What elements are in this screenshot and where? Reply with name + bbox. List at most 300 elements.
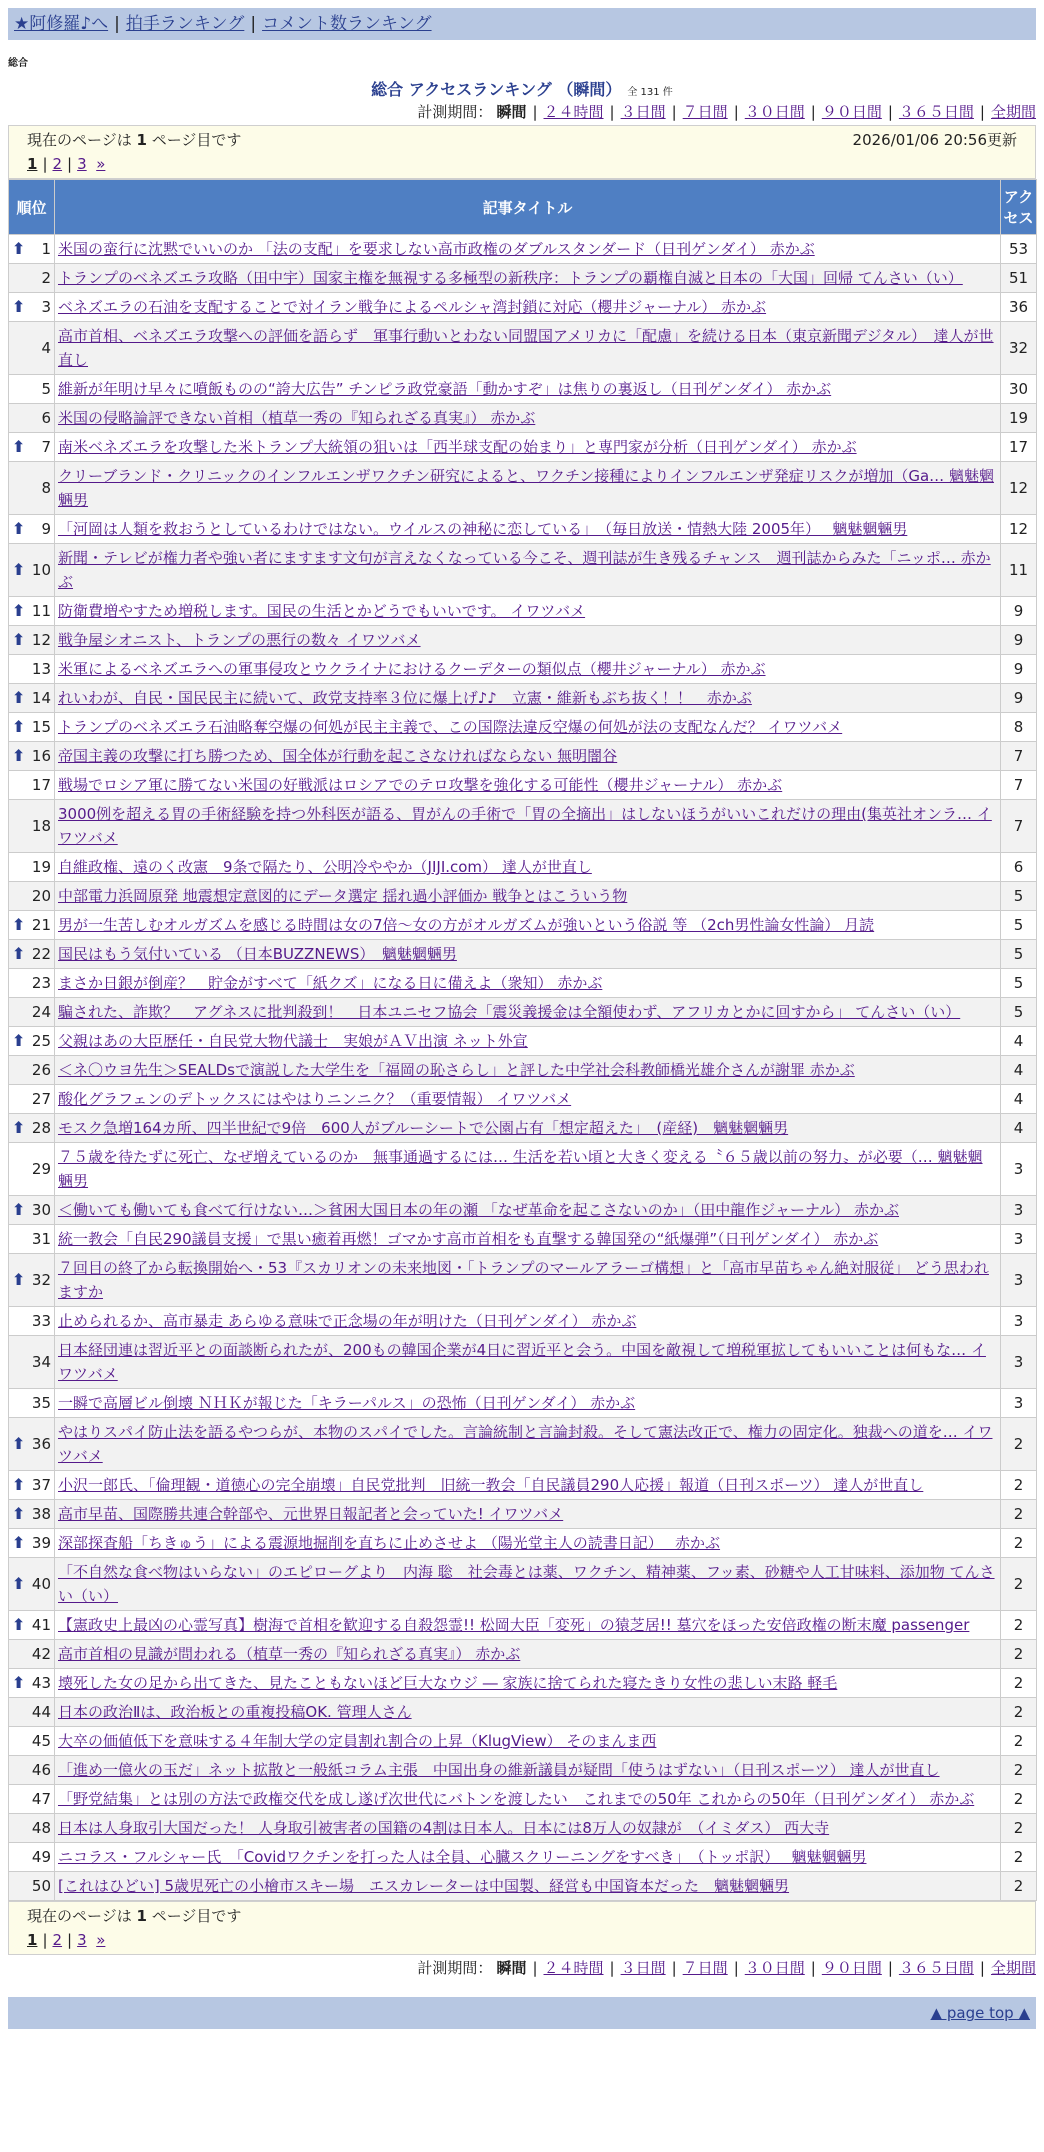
next-page-link[interactable]: » xyxy=(96,155,106,173)
title-cell xyxy=(55,1114,1001,1143)
article-link[interactable]: ニコラス・フルシャー氏 「Covidワクチンを打った人は全員、心臓スクリーニングをすべき」 （トッポ訳） 魑魅魍魎男 xyxy=(58,1848,867,1866)
title-cell xyxy=(55,1640,1001,1669)
rank-number: 39 xyxy=(31,1534,51,1552)
article-link[interactable]: 戦場でロシア軍に勝てない米国の好戦派はロシアでのテロ攻撃を強化する可能性（櫻井ジャーナル） 赤かぶ xyxy=(58,776,783,794)
table-row xyxy=(9,684,1037,713)
period-link[interactable]: ９０日間 xyxy=(821,1959,882,1977)
title-cell xyxy=(55,375,1001,404)
access-count: 3 xyxy=(1001,1196,1037,1225)
access-count: 11 xyxy=(1001,544,1037,597)
article-link[interactable]: 壊死した女の足から出てきた、見たこともないほど巨大なウジ ― 家族に捨てられた寝たきり女性の悲しい末路 軽毛 xyxy=(58,1674,838,1692)
article-link[interactable]: 男が一生苦しむオルガズムを感じる時間は女の7倍～女の方がオルガズムが強いという俗説 等 （2ch男性論女性論） 月読 xyxy=(58,916,875,934)
rank-number: 32 xyxy=(31,1271,51,1289)
period-separator: | xyxy=(887,1959,893,1977)
pager-separator: | xyxy=(67,1931,73,1949)
period-separator: | xyxy=(979,1959,985,1977)
article-link[interactable]: 自維政権、遠のく改憲 9条で隔たり、公明冷ややか（JIJI.com） 達人が世直し xyxy=(58,858,592,876)
rank-up-arrow-icon: ⬆ xyxy=(12,519,26,538)
rank-cell xyxy=(9,684,55,713)
rank-cell xyxy=(9,1529,55,1558)
period-separator: | xyxy=(609,103,615,121)
period-separator: | xyxy=(979,103,985,121)
article-link[interactable]: 維新が年明け早々に噴飯ものの“誇大広告” チンピラ政党豪語「動かすぞ」は焦りの裏返し（日刊ゲンダイ） 赤かぶ xyxy=(58,380,832,398)
rank-number: 7 xyxy=(41,438,51,456)
period-label: 計測期間： xyxy=(417,103,493,121)
table-row xyxy=(9,1114,1037,1143)
article-link[interactable]: 米国の侵略論評できない首相（植草一秀の『知られざる真実』） 赤かぶ xyxy=(58,409,536,427)
table-row xyxy=(9,771,1037,800)
rank-number: 4 xyxy=(41,339,51,357)
rank-cell xyxy=(9,1785,55,1814)
page-link-current[interactable]: 1 xyxy=(27,155,38,173)
next-page-link[interactable]: » xyxy=(96,1931,106,1949)
title-cell xyxy=(55,1843,1001,1872)
period-link[interactable]: ３日間 xyxy=(620,103,666,121)
rank-up-arrow-icon: ⬆ xyxy=(12,1200,26,1219)
page-link-current[interactable]: 1 xyxy=(27,1931,38,1949)
period-separator: | xyxy=(532,1959,538,1977)
rank-cell xyxy=(9,1254,55,1307)
title-cell xyxy=(55,626,1001,655)
rank-number: 44 xyxy=(31,1703,51,1721)
article-link[interactable]: 大卒の価値低下を意味する４年制大学の定員割れ割合の上昇（KlugView） そのまんま西 xyxy=(58,1732,657,1750)
access-count: 9 xyxy=(1001,655,1037,684)
title-cell xyxy=(55,1529,1001,1558)
article-link[interactable]: 3000例を超える胃の手術経験を持つ外科医が語る、胃がんの手術で「胃の全摘出」はしないほうがいいこれだけの理由(集英社オンラ… イワツバメ xyxy=(58,805,992,847)
access-count: 3 xyxy=(1001,1336,1037,1389)
ranking-table-body xyxy=(9,235,1037,1901)
rank-number: 21 xyxy=(31,916,51,934)
title-cell xyxy=(55,911,1001,940)
rank-number: 48 xyxy=(31,1819,51,1837)
rank-number: 23 xyxy=(31,974,51,992)
access-count: 5 xyxy=(1001,940,1037,969)
rank-up-arrow-icon: ⬆ xyxy=(12,1270,26,1289)
rank-cell xyxy=(9,1872,55,1901)
article-link[interactable]: 米軍によるベネズエラへの軍事侵攻とウクライナにおけるクーデターの類似点（櫻井ジャーナル） 赤かぶ xyxy=(58,660,766,678)
rank-number: 28 xyxy=(31,1119,51,1137)
rank-cell xyxy=(9,544,55,597)
rank-number: 16 xyxy=(31,747,51,765)
pager-top xyxy=(8,125,1036,179)
access-count: 4 xyxy=(1001,1056,1037,1085)
rank-number: 34 xyxy=(31,1353,51,1371)
title-cell xyxy=(55,853,1001,882)
rank-cell xyxy=(9,940,55,969)
table-row xyxy=(9,1143,1037,1196)
article-link[interactable]: 日本経団連は習近平との面談断られたが、200もの韓国企業が4日に習近平と会う。中国を敵視して増税軍拡してもいいことは何もな… イワツバメ xyxy=(58,1341,986,1383)
rank-number: 5 xyxy=(41,380,51,398)
rank-up-arrow-icon: ⬆ xyxy=(12,1504,26,1523)
article-link[interactable]: ＜ネ〇ウヨ先生＞SEALDsで演説した大学生を「福岡の恥さらし」と評した中学社会科教師橋光雄介さんが謝罪 赤かぶ xyxy=(58,1061,855,1079)
table-row xyxy=(9,940,1037,969)
article-link[interactable]: 深部探査船「ちきゅう」による震源地掘削を直ちに止めさせよ （陽光堂主人の読書日記） 赤かぶ xyxy=(58,1534,721,1552)
article-link[interactable]: トランプのベネズエラ石油略奪空爆の何処が民主主義で、この国際法違反空爆の何処が法の支配なんだ？ イワツバメ xyxy=(58,718,843,736)
comment-ranking-link[interactable]: コメント数ランキング xyxy=(262,14,432,34)
rank-number: 12 xyxy=(31,631,51,649)
rank-up-arrow-icon: ⬆ xyxy=(12,746,26,765)
table-row xyxy=(9,911,1037,940)
article-link[interactable]: トランプのベネズエラ攻略（田中宇）国家主権を無視する多極型の新秩序：トランプの覇権自滅と日本の「大国」回帰 てんさい（い） xyxy=(58,269,963,287)
access-count: 2 xyxy=(1001,1471,1037,1500)
article-link[interactable]: 南米ベネズエラを攻撃した米トランプ大統領の狙いは「西半球支配の始まり」と専門家が分析（日刊ゲンダイ） 赤かぶ xyxy=(58,438,857,456)
ranking-heading xyxy=(8,77,1036,99)
article-link[interactable]: 防衛費増やすため増税します。国民の生活とかどうでもいいです。 イワツバメ xyxy=(58,602,586,620)
period-link[interactable]: ７日間 xyxy=(682,103,728,121)
page-top-link[interactable]: ▲ page top ▲ xyxy=(930,2004,1030,2022)
rank-cell xyxy=(9,882,55,911)
rank-number: 42 xyxy=(31,1645,51,1663)
period-link[interactable]: ３６５日間 xyxy=(898,103,974,121)
period-label: 計測期間： xyxy=(417,1959,493,1977)
period-selector-top xyxy=(8,99,1036,125)
rank-cell xyxy=(9,322,55,375)
table-row xyxy=(9,1500,1037,1529)
title-cell xyxy=(55,1085,1001,1114)
table-row xyxy=(9,322,1037,375)
access-count: 32 xyxy=(1001,322,1037,375)
period-link[interactable]: ３０日間 xyxy=(744,1959,805,1977)
pager-links xyxy=(27,152,1017,176)
period-current: 瞬間 xyxy=(496,103,527,121)
title-cell xyxy=(55,544,1001,597)
title-cell xyxy=(55,264,1001,293)
table-row xyxy=(9,1529,1037,1558)
nav-separator: | xyxy=(114,14,120,34)
article-link[interactable]: 日本の政治Ⅱは、政治板との重複投稿OK. 管理人さん xyxy=(58,1703,412,1721)
article-link[interactable]: クリーブランド・クリニックのインフルエンザワクチン研究によると、ワクチン接種によりインフルエンザ発症リスクが増加（Ga… 魑魅魍魎男 xyxy=(58,467,994,509)
access-count: 2 xyxy=(1001,1418,1037,1471)
access-count: 2 xyxy=(1001,1814,1037,1843)
rank-cell xyxy=(9,713,55,742)
table-row xyxy=(9,597,1037,626)
article-link[interactable]: 騙された、詐欺？ アグネスに批判殺到！ 日本ユニセフ協会「震災義援金は全額使わず、アフリカとかに回すから」 てんさい（い） xyxy=(58,1003,961,1021)
access-count: 3 xyxy=(1001,1307,1037,1336)
clap-ranking-link[interactable]: 拍手ランキング xyxy=(125,14,245,34)
access-count: 2 xyxy=(1001,1843,1037,1872)
rank-number: 30 xyxy=(31,1201,51,1219)
rank-cell xyxy=(9,853,55,882)
access-count: 7 xyxy=(1001,800,1037,853)
page-link[interactable]: 2 xyxy=(52,1931,63,1949)
rank-cell xyxy=(9,1389,55,1418)
title-cell xyxy=(55,404,1001,433)
rank-up-arrow-icon: ⬆ xyxy=(12,437,26,456)
access-count: 9 xyxy=(1001,597,1037,626)
access-count: 3 xyxy=(1001,1225,1037,1254)
access-count: 3 xyxy=(1001,1254,1037,1307)
rank-number: 10 xyxy=(31,561,51,579)
rank-cell xyxy=(9,433,55,462)
article-link[interactable]: 中部電力浜岡原発 地震想定意図的にデータ選定 揺れ過小評価か 戦争とはこういう物 xyxy=(58,887,628,905)
period-link[interactable]: ３０日間 xyxy=(744,103,805,121)
total-count: 全 131 件 xyxy=(627,87,673,98)
period-link[interactable]: 全期間 xyxy=(990,103,1036,121)
rank-up-arrow-icon: ⬆ xyxy=(12,239,26,258)
title-cell xyxy=(55,1669,1001,1698)
title-cell xyxy=(55,684,1001,713)
article-link[interactable]: ７５歳を待たずに死亡、なぜ増えているのか 無事通過するには… 生活を若い頃と大きく変える〝６５歳以前の努力〟が必要（… 魑魅魍魎男 xyxy=(58,1148,983,1190)
access-count: 6 xyxy=(1001,853,1037,882)
title-cell xyxy=(55,1611,1001,1640)
rank-cell xyxy=(9,1056,55,1085)
period-separator: | xyxy=(733,103,739,121)
rank-cell xyxy=(9,1669,55,1698)
article-link[interactable]: [これはひどい] 5歳児死亡の小檜市スキー場 エスカレーターは中国製、経営も中国資本だった 魑魅魍魎男 xyxy=(58,1877,790,1895)
title-cell xyxy=(55,713,1001,742)
rank-number: 26 xyxy=(31,1061,51,1079)
page-link[interactable]: 3 xyxy=(77,155,87,173)
table-row xyxy=(9,1558,1037,1611)
article-link[interactable]: ベネズエラの石油を支配することで対イラン戦争によるペルシャ湾封鎖に対応（櫻井ジャーナル） 赤かぶ xyxy=(58,298,767,316)
title-cell xyxy=(55,1558,1001,1611)
title-cell xyxy=(55,882,1001,911)
access-count: 30 xyxy=(1001,375,1037,404)
title-cell xyxy=(55,940,1001,969)
rank-number: 9 xyxy=(41,520,51,538)
table-row xyxy=(9,1669,1037,1698)
table-row xyxy=(9,1027,1037,1056)
period-separator: | xyxy=(609,1959,615,1977)
article-link[interactable]: 【憲政史上最凶の心霊写真】樹海で首相を歓迎する自殺怨霊!! 松岡大臣「変死」の猿芝居!! 墓穴をほった安倍政権の断末魔 passenger xyxy=(58,1616,970,1634)
article-link[interactable]: 止められるか、高市暴走 あらゆる意味で正念場の年が明けた（日刊ゲンダイ） 赤かぶ xyxy=(58,1312,637,1330)
rank-cell xyxy=(9,1500,55,1529)
article-link[interactable]: ＜働いても働いても食べて行けない…＞貧困大国日本の年の瀬 「なぜ革命を起こさないのか」（田中龍作ジャーナル） 赤かぶ xyxy=(58,1201,899,1219)
rank-up-arrow-icon: ⬆ xyxy=(12,630,26,649)
access-count: 2 xyxy=(1001,1756,1037,1785)
table-row xyxy=(9,1843,1037,1872)
article-link[interactable]: 高市首相、ベネズエラ攻撃への評価を語らず 軍事行動いとわない同盟国アメリカに「配慮」を続ける日本（東京新聞デジタル） 達人が世直し xyxy=(58,327,994,369)
access-count: 9 xyxy=(1001,626,1037,655)
pager-suffix: ページ目です xyxy=(151,131,242,149)
access-count: 5 xyxy=(1001,911,1037,940)
access-count: 4 xyxy=(1001,1027,1037,1056)
table-row xyxy=(9,742,1037,771)
access-count: 4 xyxy=(1001,1085,1037,1114)
access-count: 5 xyxy=(1001,998,1037,1027)
rank-up-arrow-icon: ⬆ xyxy=(12,1118,26,1137)
rank-cell xyxy=(9,1814,55,1843)
access-count: 4 xyxy=(1001,1114,1037,1143)
rank-number: 31 xyxy=(31,1230,51,1248)
article-link[interactable]: 日本は人身取引大国だった！ 人身取引被害者の国籍の4割は日本人。日本には8万人の奴隷が （イミダス） 西大寺 xyxy=(58,1819,830,1837)
rank-number: 37 xyxy=(31,1476,51,1494)
access-count: 53 xyxy=(1001,235,1037,264)
rank-number: 46 xyxy=(31,1761,51,1779)
table-row xyxy=(9,1471,1037,1500)
title-cell xyxy=(55,1727,1001,1756)
rank-number: 6 xyxy=(41,409,51,427)
article-link[interactable]: やはりスパイ防止法を語るやつらが、本物のスパイでした。言論統制と言論封殺。そして憲法改正で、権力の固定化。独裁への道を… イワツバメ xyxy=(58,1423,993,1465)
article-link[interactable]: 帝国主義の攻撃に打ち勝つため、国全体が行動を起こさなければならない 無明闇谷 xyxy=(58,747,618,765)
article-link[interactable]: 「野党結集」とは別の方法で政権交代を成し遂げ次世代にバトンを渡したい これまでの50年 これからの50年（日刊ゲンダイ） 赤かぶ xyxy=(58,1790,975,1808)
table-row xyxy=(9,853,1037,882)
rank-cell xyxy=(9,1756,55,1785)
title-cell xyxy=(55,293,1001,322)
rank-cell xyxy=(9,771,55,800)
rank-cell xyxy=(9,1471,55,1500)
access-count: 12 xyxy=(1001,462,1037,515)
table-row xyxy=(9,1225,1037,1254)
rank-number: 3 xyxy=(41,298,51,316)
table-row xyxy=(9,1056,1037,1085)
period-separator: | xyxy=(532,103,538,121)
rank-number: 43 xyxy=(31,1674,51,1692)
rank-cell xyxy=(9,911,55,940)
table-row xyxy=(9,404,1037,433)
table-row xyxy=(9,969,1037,998)
period-link[interactable]: ３６５日間 xyxy=(898,1959,974,1977)
article-link[interactable]: 国民はもう気付いている （日本BUZZNEWS） 魑魅魍魎男 xyxy=(58,945,457,963)
article-link[interactable]: まさか日銀が倒産？ 貯金がすべて「紙クズ」になる日に備えよ（衆知） 赤かぶ xyxy=(58,974,603,992)
page-link[interactable]: 3 xyxy=(77,1931,87,1949)
rank-up-arrow-icon: ⬆ xyxy=(12,297,26,316)
rank-up-arrow-icon: ⬆ xyxy=(12,688,26,707)
rank-cell xyxy=(9,515,55,544)
article-link[interactable]: 高市早苗、国際勝共連合幹部や、元世界日報記者と会っていた! イワツバメ xyxy=(58,1505,564,1523)
title-cell xyxy=(55,1225,1001,1254)
rank-cell xyxy=(9,1143,55,1196)
rank-number: 24 xyxy=(31,1003,51,1021)
period-link[interactable]: ２４時間 xyxy=(543,1959,604,1977)
rank-cell xyxy=(9,235,55,264)
period-separator: | xyxy=(671,1959,677,1977)
article-link[interactable]: 酸化グラフェンのデトックスにはやはりニンニク？（重要情報） イワツバメ xyxy=(58,1090,572,1108)
rank-cell xyxy=(9,1225,55,1254)
rank-number: 1 xyxy=(41,240,51,258)
title-cell xyxy=(55,1196,1001,1225)
pager-bottom xyxy=(8,1901,1036,1955)
period-link[interactable]: ９０日間 xyxy=(821,103,882,121)
access-count: 2 xyxy=(1001,1872,1037,1901)
pager-prefix: 現在のページは xyxy=(27,1907,132,1925)
title-cell xyxy=(55,655,1001,684)
rank-number: 19 xyxy=(31,858,51,876)
rank-up-arrow-icon: ⬆ xyxy=(12,1533,26,1552)
article-link[interactable]: 新聞・テレビが権力者や強い者にますます文句が言えなくなっている今こそ、週刊誌が生き残るチャンス 週刊誌からみた「ニッポ… 赤かぶ xyxy=(58,549,991,591)
title-cell xyxy=(55,800,1001,853)
article-link[interactable]: モスク急増164カ所、四半世紀で9倍 600人がブルーシートで公園占有「想定超えた」 (産経) 魑魅魍魎男 xyxy=(58,1119,789,1137)
access-count: 5 xyxy=(1001,969,1037,998)
table-row xyxy=(9,713,1037,742)
rank-cell xyxy=(9,1611,55,1640)
period-link[interactable]: ３日間 xyxy=(620,1959,666,1977)
article-link[interactable]: 高市首相の見識が問われる（植草一秀の『知られざる真実』） 赤かぶ xyxy=(58,1645,521,1663)
access-count: 2 xyxy=(1001,1611,1037,1640)
column-header-rank: 順位 xyxy=(9,180,55,235)
rank-number: 36 xyxy=(31,1435,51,1453)
title-cell xyxy=(55,1027,1001,1056)
pager-status xyxy=(27,1904,241,1928)
article-link[interactable]: れいわが、自民・国民民主に続いて、政党支持率３位に爆上げ♪♪ 立憲・維新もぶち抜く！！ 赤かぶ xyxy=(58,689,752,707)
rank-up-arrow-icon: ⬆ xyxy=(12,717,26,736)
rank-number: 20 xyxy=(31,887,51,905)
article-link[interactable]: 「不自然な食べ物はいらない」のエピローグより 内海 聡 社会毒とは薬、ワクチン、精神薬、フッ素、砂糖や人工甘味料、添加物 てんさい（い） xyxy=(58,1563,995,1605)
page-link[interactable]: 2 xyxy=(52,155,63,173)
updated-timestamp: 2026/01/06 20:56更新 xyxy=(852,131,1017,149)
rank-up-arrow-icon: ⬆ xyxy=(12,1475,26,1494)
period-separator: | xyxy=(733,1959,739,1977)
rank-number: 33 xyxy=(31,1312,51,1330)
rank-number: 40 xyxy=(31,1575,51,1593)
article-link[interactable]: 小沢一郎氏、「倫理観・道徳心の完全崩壊」自民党批判 旧統一教会「自民議員290人応援」報道（日刊スポーツ） 達人が世直し xyxy=(58,1476,924,1494)
rank-cell xyxy=(9,800,55,853)
table-row xyxy=(9,1196,1037,1225)
pager-status xyxy=(27,128,241,152)
title-cell xyxy=(55,1471,1001,1500)
title-cell xyxy=(55,1756,1001,1785)
category-label: 総合 xyxy=(8,58,28,69)
period-link[interactable]: ２４時間 xyxy=(543,103,604,121)
title-cell xyxy=(55,1698,1001,1727)
article-link[interactable]: ７回目の終了から転換開始へ・53『スカリオンの未来地図・「トランプのマールアラーゴ構想」と「高市早苗ちゃん絶対服従」 どう思われますか xyxy=(58,1259,989,1301)
table-row xyxy=(9,655,1037,684)
title-cell xyxy=(55,1307,1001,1336)
home-link[interactable]: ★阿修羅♪へ xyxy=(14,14,109,34)
title-cell xyxy=(55,1500,1001,1529)
article-link[interactable]: 統一教会「自民290議員支援」で黒い癒着再燃！ゴマかす高市首相をも直撃する韓国発の“紙爆弾”（日刊ゲンダイ） 赤かぶ xyxy=(58,1230,879,1248)
period-separator: | xyxy=(887,103,893,121)
table-row xyxy=(9,293,1037,322)
table-row xyxy=(9,264,1037,293)
rank-cell xyxy=(9,404,55,433)
table-row xyxy=(9,1611,1037,1640)
rank-number: 41 xyxy=(31,1616,51,1634)
page-title: 総合 アクセスランキング （瞬間） xyxy=(371,80,622,99)
rank-cell xyxy=(9,264,55,293)
table-row xyxy=(9,544,1037,597)
period-link[interactable]: ７日間 xyxy=(682,1959,728,1977)
rank-number: 27 xyxy=(31,1090,51,1108)
access-count: 2 xyxy=(1001,1698,1037,1727)
article-link[interactable]: 一瞬で高層ビル倒壊 ＮＨＫが報じた「キラーパルス」の恐怖（日刊ゲンダイ） 赤かぶ xyxy=(58,1394,636,1412)
access-count: 2 xyxy=(1001,1529,1037,1558)
article-link[interactable]: 米国の蛮行に沈黙でいいのか 「法の支配」を要求しない高市政権のダブルスタンダード（日刊ゲンダイ） 赤かぶ xyxy=(58,240,815,258)
table-row xyxy=(9,1872,1037,1901)
access-count: 19 xyxy=(1001,404,1037,433)
title-cell xyxy=(55,1389,1001,1418)
title-cell xyxy=(55,235,1001,264)
table-row xyxy=(9,1727,1037,1756)
title-cell xyxy=(55,322,1001,375)
title-cell xyxy=(55,1872,1001,1901)
title-cell xyxy=(55,515,1001,544)
rank-up-arrow-icon: ⬆ xyxy=(12,1434,26,1453)
column-header-title: 記事タイトル xyxy=(55,180,1001,235)
title-cell xyxy=(55,1143,1001,1196)
pager-separator: | xyxy=(42,155,48,173)
article-link[interactable]: 「進め一億火の玉だ」ネット拡散と一般紙コラム主張 中国出身の維新議員が疑問「使うはずない」（日刊スポーツ） 達人が世直し xyxy=(58,1761,940,1779)
access-count: 51 xyxy=(1001,264,1037,293)
title-cell xyxy=(55,1418,1001,1471)
article-link[interactable]: 「河岡は人類を救おうとしているわけではない。ウイルスの神秘に恋している」 （毎日放送・情熱大陸 2005年） 魑魅魍魎男 xyxy=(58,520,908,538)
pager-separator: | xyxy=(67,155,73,173)
article-link[interactable]: 父親はあの大臣歴任・自民党大物代議士 実娘がＡＶ出演 ネット外宣 xyxy=(58,1032,528,1050)
period-separator: | xyxy=(810,1959,816,1977)
access-count: 7 xyxy=(1001,771,1037,800)
article-link[interactable]: 戦争屋シオニスト、トランプの悪行の数々 イワツバメ xyxy=(58,631,421,649)
rank-cell xyxy=(9,1307,55,1336)
rank-up-arrow-icon: ⬆ xyxy=(12,1615,26,1634)
title-cell xyxy=(55,1056,1001,1085)
access-count: 2 xyxy=(1001,1558,1037,1611)
title-cell xyxy=(55,462,1001,515)
period-link[interactable]: 全期間 xyxy=(990,1959,1036,1977)
access-count: 2 xyxy=(1001,1785,1037,1814)
rank-number: 25 xyxy=(31,1032,51,1050)
rank-cell xyxy=(9,1027,55,1056)
rank-number: 47 xyxy=(31,1790,51,1808)
